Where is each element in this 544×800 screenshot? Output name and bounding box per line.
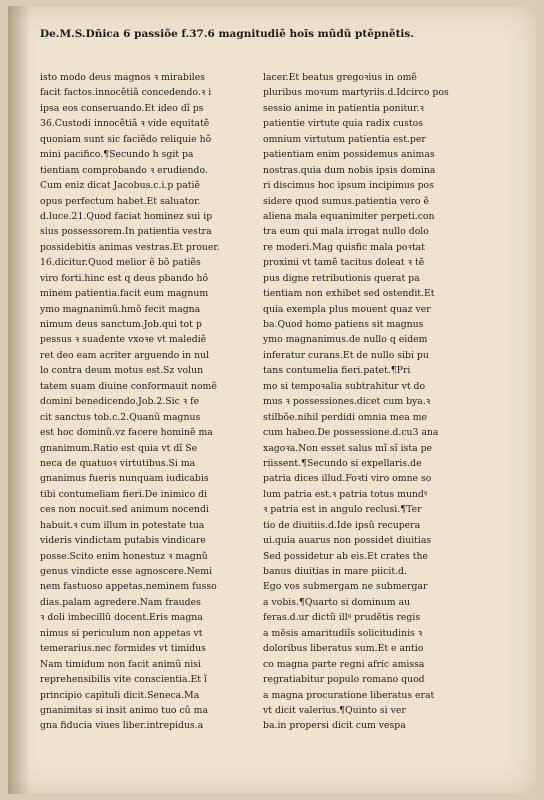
text-line: quoniam sunt sic faciẽdo reliquie hõ (40, 133, 212, 145)
text-line: co magna parte regni afric amissa (263, 658, 425, 670)
text-line: lo contra deum motus est.Sz volun (40, 365, 204, 377)
text-line: patientie virtute quia radix custos (263, 118, 424, 130)
text-line: a magna procuratione liberatus erat (263, 689, 435, 701)
text-line: mini pacifico.¶Secundo h sgit pa (40, 149, 194, 161)
text-line: riissent.¶Secundo si expellaris.de (263, 457, 422, 469)
text-line: pessus ꝛ suadente vxoꝛe vt malediẽ (40, 334, 207, 346)
text-line: ipsa eos conseruando.Et ideo dĩ ps (40, 102, 204, 114)
text-line: ba.Quod homo patiens sit magnus (263, 319, 424, 330)
text-line: 36.Custodi innocẽtiã ꝛ vide equitatẽ (40, 118, 210, 130)
text-line: ꝛ doli imbecillũ docent.Eris magna (40, 612, 203, 624)
text-line: cit sanctus tob.c.2.Quanũ magnus (40, 411, 201, 423)
text-line: a vobis.¶Quarto si dominum au (263, 596, 411, 608)
text-column-right (263, 70, 475, 734)
text-line: tans contumelia fieri.patet.¶Pri (263, 365, 411, 377)
text-line: lacer.Et beatus gregoꝛius in omẽ (263, 72, 417, 83)
text-line: vt dicit valerius.¶Quinto si ver (263, 704, 406, 716)
text-line: mo si tempoꝛalia subtrahitur vt do (263, 380, 426, 392)
text-line: Sed possidetur ab eis.Et crates the (263, 550, 428, 562)
text-line: stilbõe.nihil perdidi omnia mea me (263, 411, 428, 423)
text-line: ri discimus hoc ipsum incipimus pos (263, 180, 434, 192)
text-line: ret deo eam acriter arguendo in nul (40, 349, 210, 361)
text-line: tibi contumeliam fieri.De inimico di (40, 488, 208, 500)
text-line: gnanimitas si insit animo tuo cũ ma (40, 704, 208, 716)
text-line: domini benedicendo.Job.2.Sic ꝛ fe (40, 396, 200, 408)
text-line: gnanimus fueris nunquam iudicabis (40, 473, 209, 485)
text-line: inferatur curans.Et de nullo sibi pu (263, 349, 429, 361)
text-line: videris vindictam putabis vindicare (40, 535, 206, 547)
text-line: banus diuitias in mare piicit.d. (263, 566, 407, 577)
text-line: aliena mala equanimiter perpeti.con (263, 210, 435, 222)
text-line: ymo magnanimũ.hmõ fecit magna (40, 303, 201, 315)
text-line: lum patria est.ꝛ patria totus mundꝰ (263, 488, 428, 500)
text-line: neca de quatuoꝛ virtutibus.Si ma (40, 457, 196, 469)
text-line: cum habeo.De possessione.d.cu3 ana (263, 427, 439, 439)
text-line: tientiam comprobando ꝛ erudiendo. (40, 164, 208, 176)
text-line: pus digne retributionis querat pa (263, 272, 420, 284)
text-line: dias.palam agredere.Nam fraudes (40, 596, 201, 608)
text-line: minem patientia.facit eum magnum (40, 288, 209, 300)
text-line: pluribus moꝛum martyriis.d.Idcirco pos (263, 87, 449, 99)
text-line: gnanimum.Ratio est quia vt dĩ Se (40, 442, 198, 454)
text-line: proximi vt tamẽ tacitus doleat ꝛ tẽ (263, 257, 425, 269)
text-line: nimus si periculum non appetas vt (40, 627, 203, 639)
text-line: principio capituli dicit.Seneca.Ma (40, 689, 200, 701)
text-line: Nam timidum non facit animũ nisi (40, 658, 202, 670)
text-line: nimum deus sanctum.Job.qui tot p (40, 319, 202, 330)
text-line: facit factos.innocẽtiã concedendo.ꝛ i (40, 87, 212, 99)
text-line: ui.quia auarus non possidet diuitias (263, 535, 432, 547)
text-line: nem fastuoso appetas.neminem fusso (40, 581, 217, 593)
text-line: gna fiducia viues liber.intrepidus.a (40, 720, 204, 732)
text-line: mus ꝛ possessiones.dicet cum bya.ꝛ (263, 396, 431, 408)
text-line: tra eum qui mala irrogat nullo dolo (263, 226, 429, 238)
text-line: habuit.ꝛ cum illum in potestate tua (40, 519, 205, 531)
text-line: d.luce.21.Quod faciat hominez sui ip (40, 210, 213, 222)
text-line: patria dices illud.Foꝛti viro omne so (263, 473, 432, 485)
text-line: 16.dicitur.Quod melior ẽ bõ patiẽs (40, 257, 201, 269)
text-line: regratiabitur populo romano quod (263, 674, 425, 686)
text-line: est hoc dominũ.vz facere hominẽ ma (40, 427, 213, 439)
text-line: ꝛ patria est in angulo reclusi.¶Ter (263, 504, 422, 516)
text-line: patientiam enim possidemus animas (263, 149, 435, 161)
text-line: xagoꝛa.Non esset salus mĩ sĩ ista pe (263, 442, 433, 454)
text-line: isto modo deus magnos ꝛ mirabiles (40, 72, 206, 83)
running-title: De.M.S.Dñica 6 passiõe f.37.6 magnitudiẽ hoĩs mũdũ ptẽpnẽtis. (40, 28, 414, 40)
text-line: quia exempla plus mouent quaz ver (263, 303, 431, 315)
text-line: possidebitis animas vestras.Et prouer. (40, 241, 220, 253)
text-line: viro forti.hinc est q deus pbando hõ (40, 272, 209, 284)
text-line: posse.Scito enim honestuz ꝛ magnũ (40, 550, 208, 562)
text-line: feras.d.ur dictũ illꝰ prudẽtis regis (263, 612, 421, 624)
text-column-left (40, 70, 250, 734)
book-page (8, 6, 536, 794)
text-line: a mẽsis amaritudiĩs solicitudinis ꝛ (263, 627, 423, 639)
text-line: ba.in propersi dicit cum vespa (263, 720, 406, 732)
text-line: re moderi.Mag quisfic mala poꝛtat (263, 241, 425, 253)
text-line: sidere quod sumus.patientia vero ẽ (263, 195, 429, 207)
text-line: temerarius.nec formides vt timidus (40, 643, 206, 655)
text-line: Ego vos submergam ne submergar (263, 581, 428, 593)
text-line: tatem suam diuine conformauit nomẽ (40, 380, 217, 392)
text-line: omnium virtutum patientia est.per (263, 133, 426, 145)
text-line: tientiam non exhibet sed ostendit.Et (263, 288, 435, 300)
text-line: doloribus liberatus sum.Et e antio (263, 643, 424, 655)
text-line: Cum eniz dicat Jacobus.c.i.p patiẽ (40, 180, 200, 192)
text-line: opus perfectum habet.Et saluator. (40, 195, 201, 207)
text-line: tio de diuitiis.d.Ide ipsũ recupera (263, 519, 421, 531)
text-line: sessio anime in patientia ponitur.ꝛ (263, 102, 424, 114)
text-line: reprehensibilis vite conscientia.Et ĩ (40, 674, 207, 686)
binding-gutter (8, 6, 30, 794)
text-line: nostras.quia dum nobis ipsis domina (263, 164, 436, 176)
text-line: sius possessorem.In patientia vestra (40, 226, 212, 238)
text-line: genus vindicte esse agnoscere.Nemi (40, 566, 213, 577)
text-line: ymo magnanimus.de nullo q eidem (263, 334, 428, 346)
text-line: ces non nocuit.sed animum nocendi (40, 504, 209, 516)
